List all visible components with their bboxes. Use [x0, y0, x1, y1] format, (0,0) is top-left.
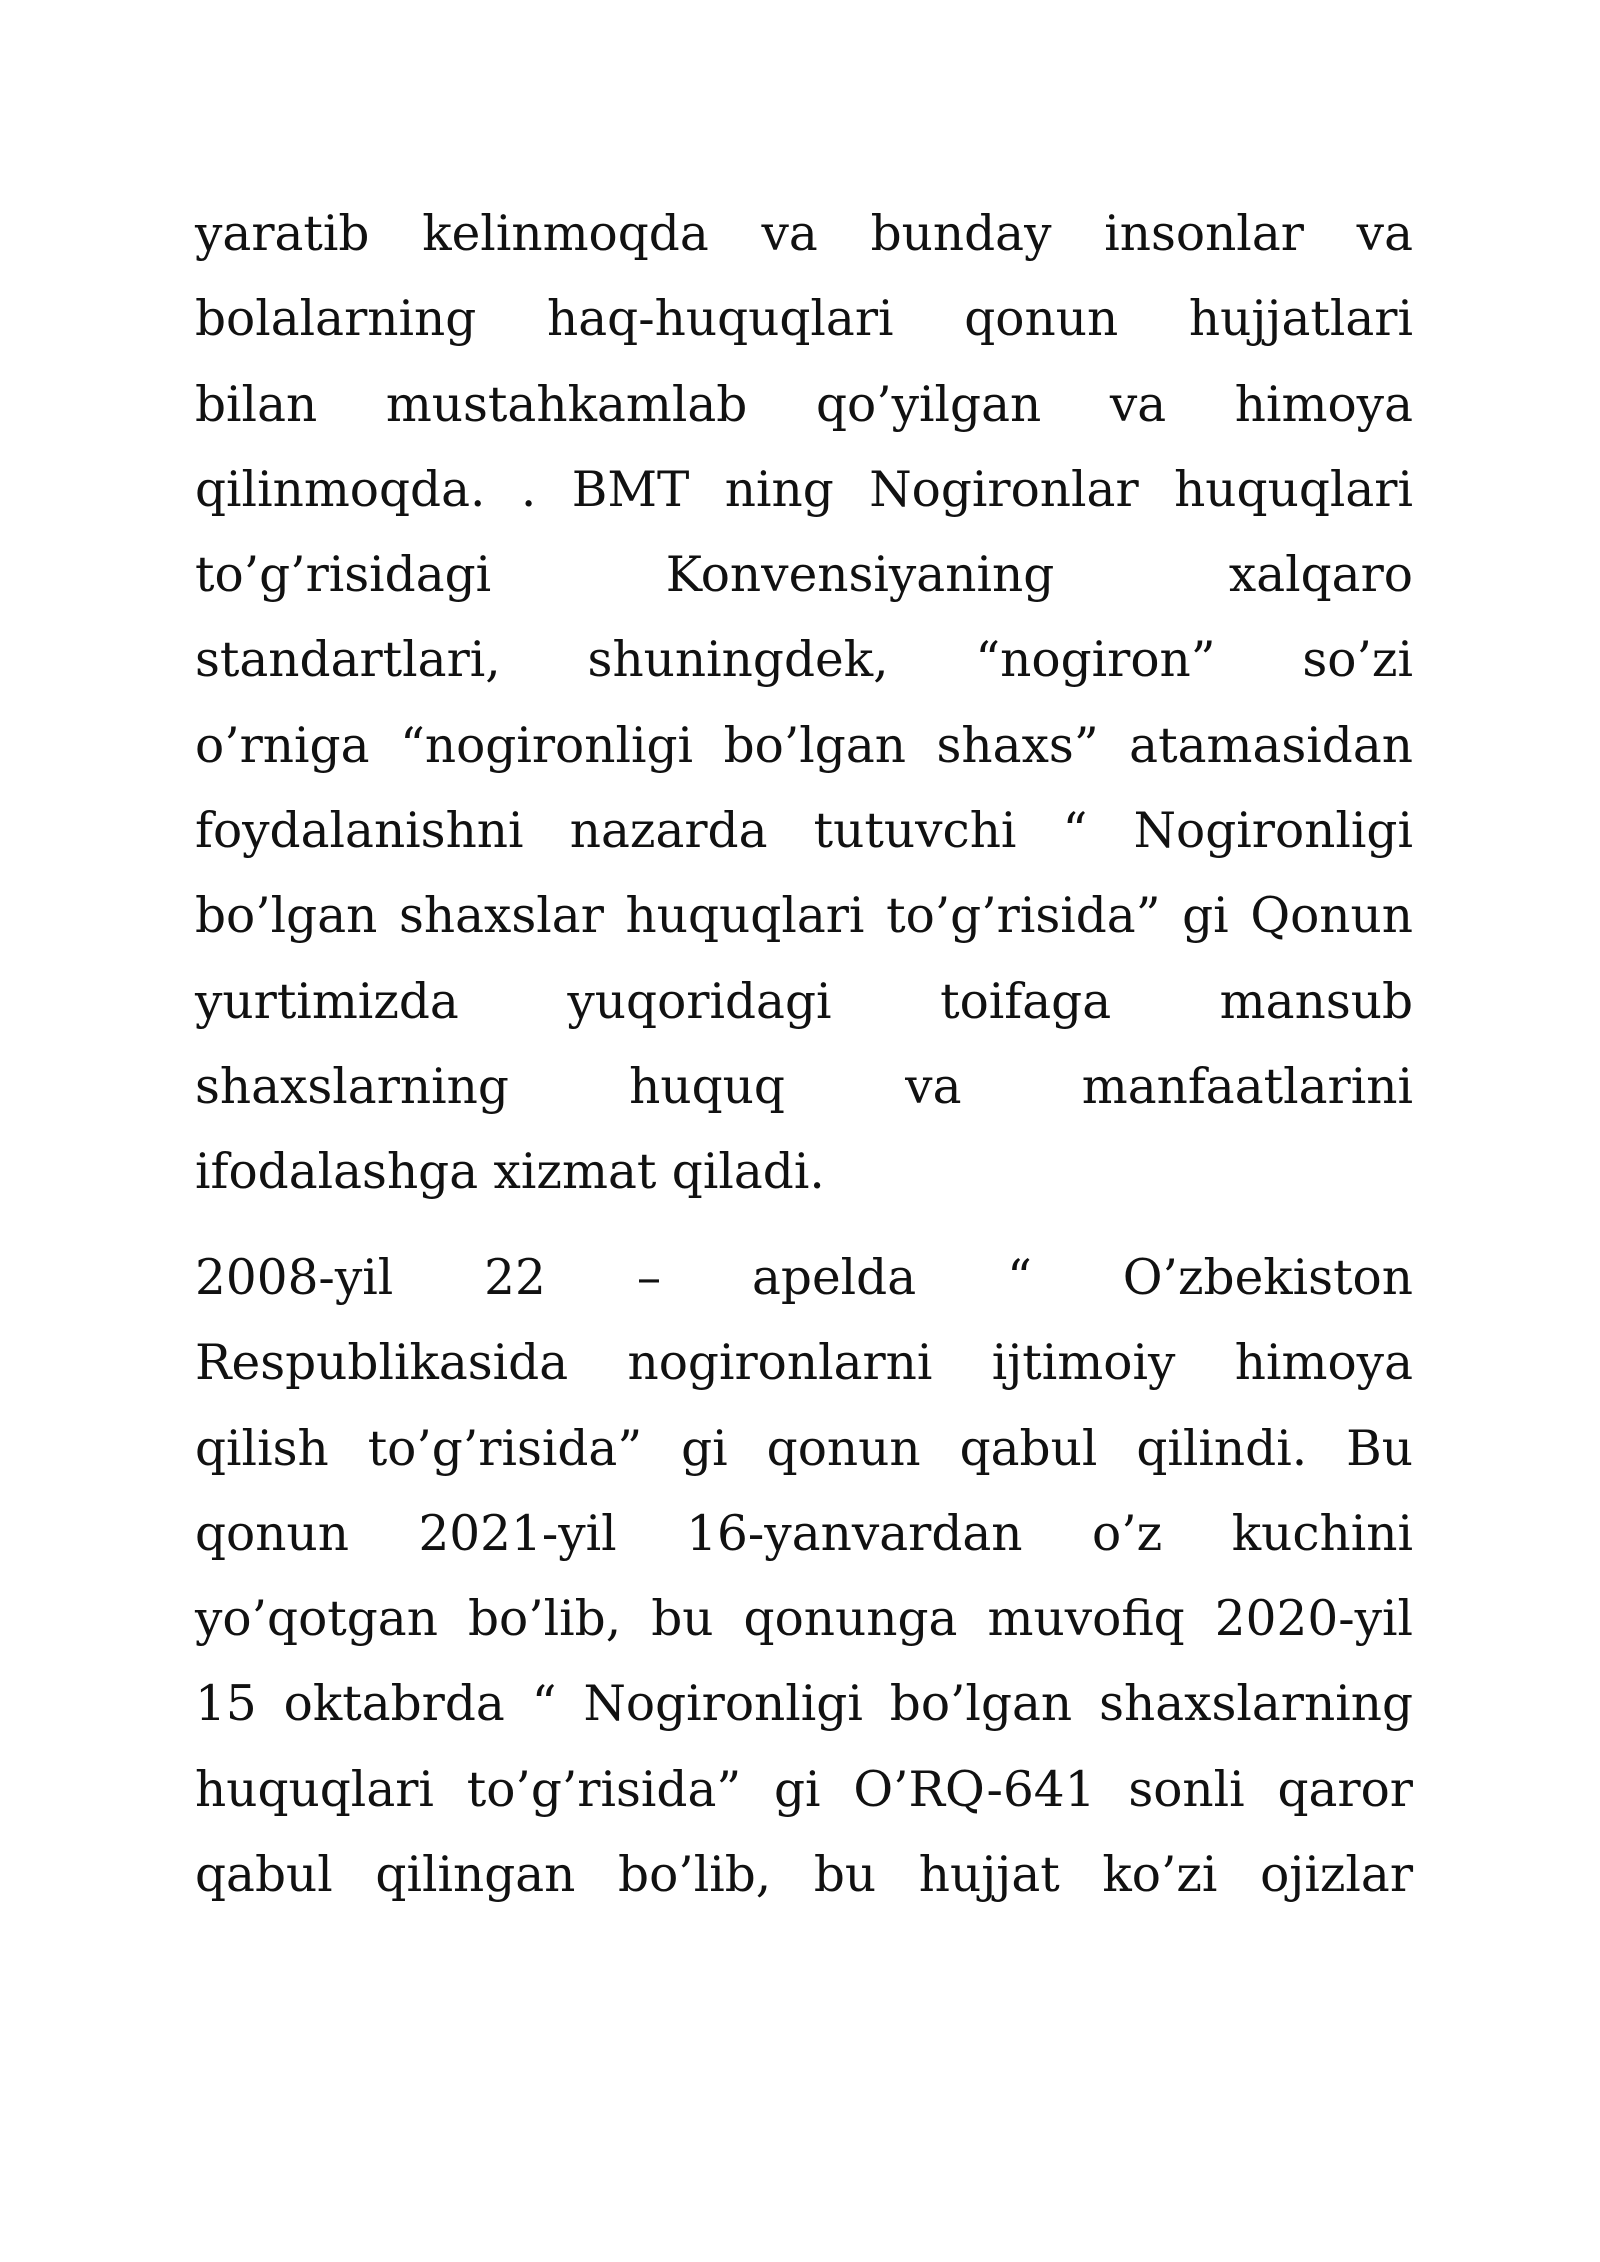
text-line: qilish to’g’risida” gi qonun qabul qilindi. Bu	[195, 1420, 1413, 1477]
text-line: yurtimizda yuqoridagi toifaga mansub	[195, 973, 1413, 1030]
text-line: qonun 2021-yil 16-yanvardan o’z kuchini	[195, 1505, 1413, 1562]
paragraph-1	[195, 192, 1413, 1216]
text-line: 2008-yil 22 – apelda “ O’zbekiston	[195, 1250, 1413, 1306]
paragraph-2	[195, 1236, 1413, 1918]
text-line: foydalanishni nazarda tutuvchi “ Nogironligi	[195, 803, 1413, 860]
text-line: Respublikasida nogironlarni ijtimoiy himoya	[195, 1335, 1413, 1392]
text-line: to’g’risidagi Konvensiyaning xalqaro	[195, 547, 1413, 604]
text-line: yaratib kelinmoqda va bunday insonlar va	[195, 206, 1413, 262]
text-line: standartlari, shuningdek, “nogiron” so’zi	[195, 632, 1413, 689]
text-line: huquqlari to’g’risida” gi O’RQ-641 sonli qaror	[195, 1761, 1413, 1818]
text-line: bilan mustahkamlab qo’yilgan va himoya	[195, 376, 1413, 433]
text-line: yo’qotgan bo’lib, bu qonunga muvofiq 2020-yil	[195, 1591, 1413, 1648]
text-line: bo’lgan shaxslar huquqlari to’g’risida” gi Qonun	[195, 888, 1413, 945]
text-line: qabul qilingan bo’lib, bu hujjat ko’zi ojizlar	[195, 1847, 1413, 1904]
text-line: o’rniga “nogironligi bo’lgan shaxs” atamasidan	[195, 717, 1413, 774]
text-line: qilinmoqda. . BMT ning Nogironlar huquqlari	[195, 461, 1413, 518]
text-line: ifodalashga xizmat qiladi.	[195, 1144, 825, 1201]
text-line: bolalarning haq-huquqlari qonun hujjatlari	[195, 291, 1413, 348]
text-line: shaxslarning huquq va manfaatlarini	[195, 1058, 1413, 1115]
text-line: 15 oktabrda “ Nogironligi bo’lgan shaxslarning	[195, 1676, 1413, 1733]
